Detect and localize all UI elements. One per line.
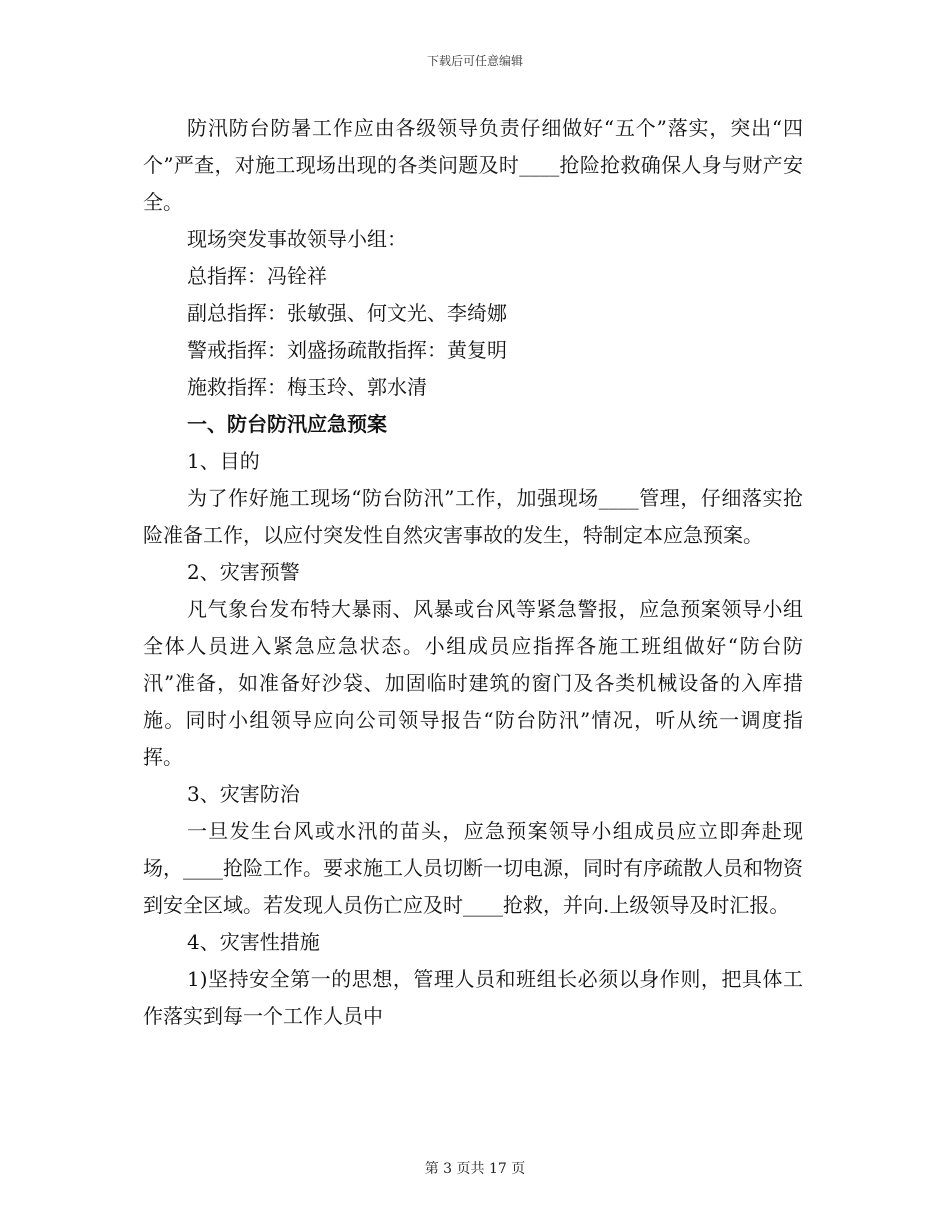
paragraph-team-heading: 现场突发事故领导小组： [187,227,407,251]
paragraph-measure-1: 1)坚持安全第一的思想，管理人员和班组长必须以身作则，把具体工作落实到每一个工作人员中 [143,967,803,1028]
paragraph-rescue-commander: 施救指挥：梅玉玲、郭水清 [187,375,427,399]
subheading-warning: 2、灾害预警 [187,560,300,584]
section-heading: 一、防台防汛应急预案 [187,412,387,436]
paragraph-deputy-commander: 副总指挥：张敏强、何文光、李绮娜 [187,301,507,325]
paragraph-purpose: 为了作好施工现场“防台防汛”工作，加强现场____管理，仔细落实抢险准备工作，以应付突发性自然灾害事故的发生，特制定本应急预案。 [143,486,803,547]
subheading-purpose: 1、目的 [187,449,260,473]
document-body [143,110,803,1035]
paragraph-alert-commander: 警戒指挥：刘盛扬疏散指挥：黄复明 [187,338,507,362]
paragraph-warning: 凡气象台发布特大暴雨、风暴或台风等紧急警报，应急预案领导小组全体人员进入紧急应急状态。小组成员应指挥各施工班组做好“防台防汛”准备，如准备好沙袋、加固临时建筑的窗门及各类机械设备的入库措施。同时小组领导应向公司领导报告“防台防汛”情况，听从统一调度指挥。 [143,597,803,769]
page-footer: 第 3 页共 17 页 [424,1161,526,1177]
paragraph-intro: 防汛防台防暑工作应由各级领导负责仔细做好“五个”落实，突出“四个”严查，对施工现场出现的各类问题及时____抢险抢救确保人身与财产安全。 [143,116,803,214]
paragraph-commander: 总指挥：冯铨祥 [187,264,327,288]
subheading-measures: 4、灾害性措施 [187,930,320,954]
paragraph-prevention: 一旦发生台风或水汛的苗头，应急预案领导小组成员应立即奔赴现场，____抢险工作。要求施工人员切断一切电源，同时有序疏散人员和物资到安全区域。若发现人员伤亡应及时____抢救，并向.上级领导及时汇报。 [143,819,803,917]
page-header: 下载后可任意编辑 [426,54,523,68]
subheading-prevention: 3、灾害防治 [187,782,300,806]
